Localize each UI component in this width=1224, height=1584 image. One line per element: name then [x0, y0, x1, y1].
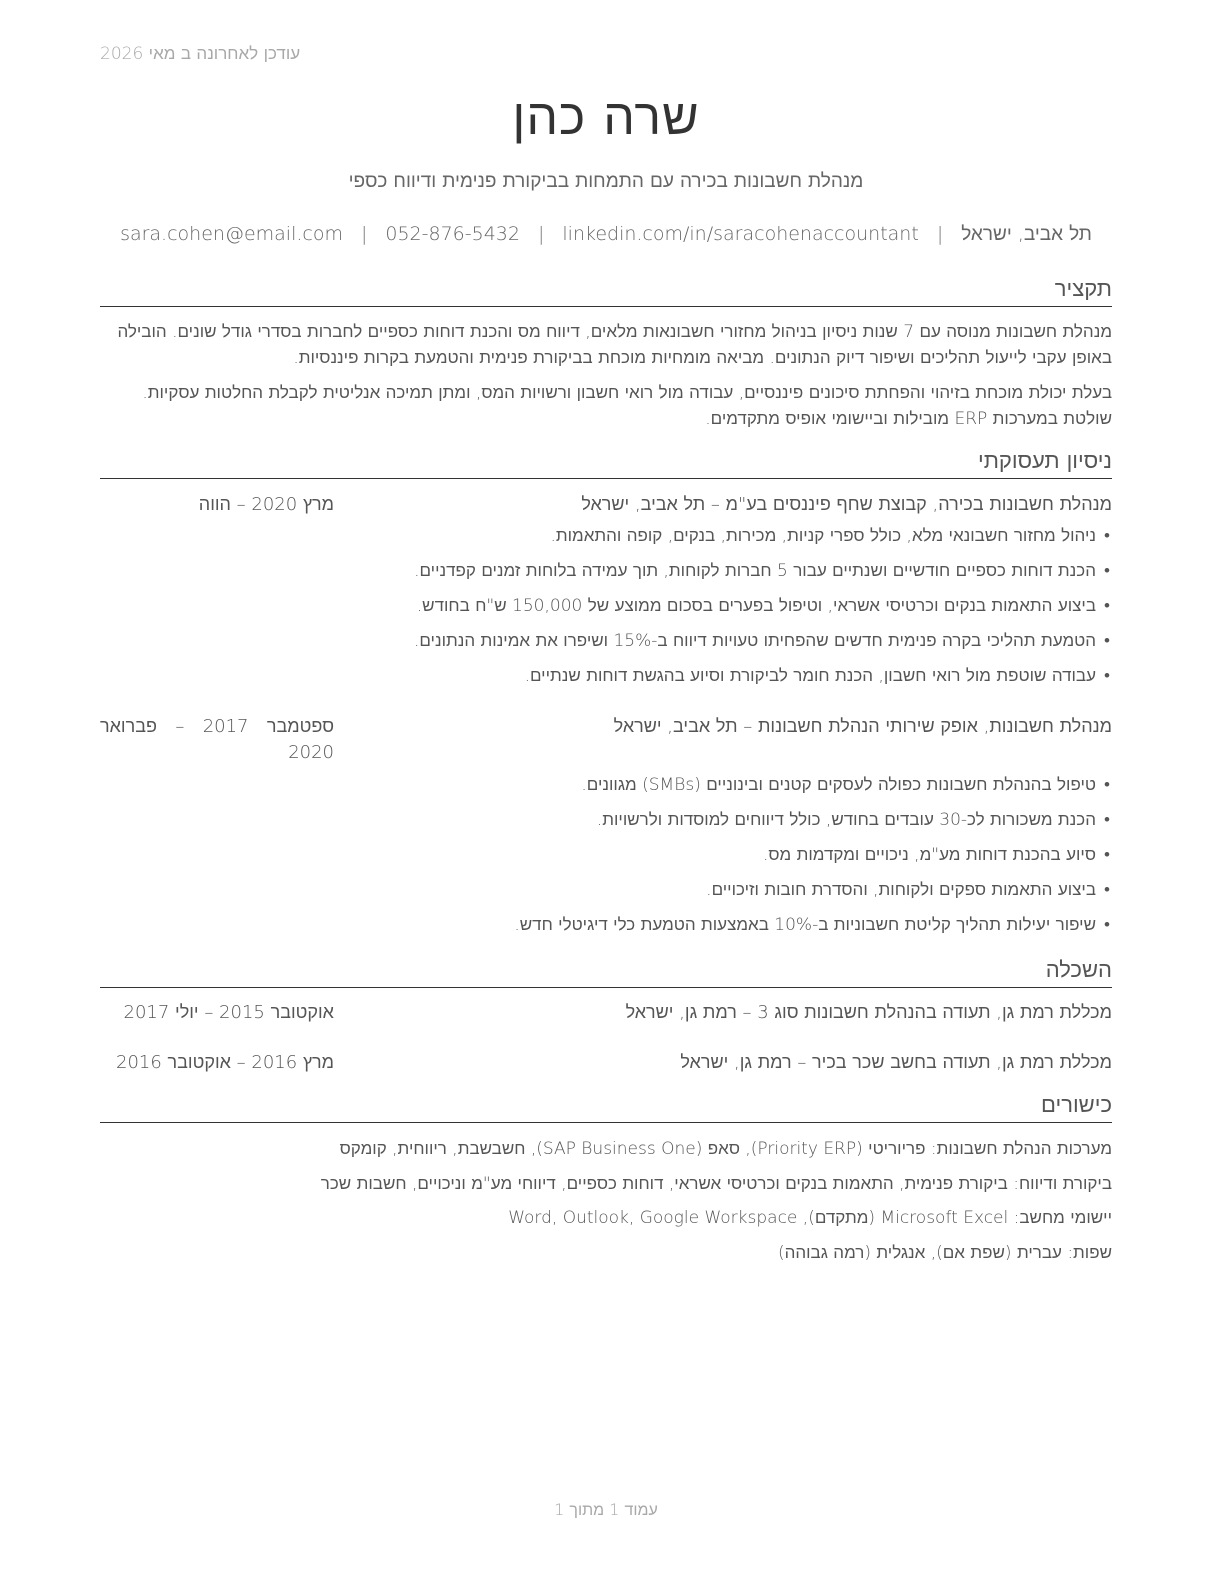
contact-phone[interactable]: 052-876-5432 — [385, 223, 520, 245]
professional-title: מנהלת חשבונות בכירה עם התמחות בביקורת פנימית ודיווח כספי — [348, 170, 864, 192]
resume-page — [100, 0, 1112, 1584]
list-item: מערכות הנהלת חשבונות: פריוריטי (Priority ERP), סאפ (SAP Business One), חשבשבת, ריווחית, קומקס — [339, 1139, 1112, 1159]
bullet-icon: • — [1104, 631, 1110, 651]
list-item: • סיוע בהכנת דוחות מע"מ, ניכויים ומקדמות מס. — [100, 842, 1112, 877]
summary-paragraph-2: בעלת יכולת מוכחת בזיהוי והפחתת סיכונים פיננסיים, עבודה מול רואי חשבון ורשויות המס, ומתן תמיכה אנליטית לקבלת החלטות עסקיות. שולטת במערכות ERP מובילות וביישומי אופיס מתקדמים. — [142, 383, 1112, 429]
bullet-icon: • — [1104, 845, 1110, 865]
contact-email[interactable]: sara.cohen@email.com — [120, 223, 343, 245]
candidate-name: שרה כהן — [512, 88, 700, 146]
contact-separator: | — [360, 223, 368, 245]
skills-list — [100, 1136, 1112, 1274]
bullet-icon: • — [1104, 561, 1110, 581]
list-item: • עבודה שוטפת מול רואי חשבון, הכנת חומר לביקורת וסיוע בהגשת דוחות שנתיים. — [100, 663, 1112, 698]
job-bullets — [100, 523, 1112, 698]
contact-linkedin[interactable]: linkedin.com/in/saracohenaccountant — [562, 223, 919, 245]
contact-location: תל אביב, ישראל — [961, 223, 1092, 245]
experience-heading: ניסיון תעסוקתי — [100, 448, 1112, 479]
list-item: • טיפול בהנהלת חשבונות כפולה לעסקים קטנים ובינוניים (SMBs) מגוונים. — [100, 772, 1112, 807]
last-updated: עודכן לאחרונה ב מאי 2026 — [100, 44, 301, 64]
contact-separator: | — [537, 223, 545, 245]
contact-separator: | — [936, 223, 944, 245]
list-item: • ניהול מחזור חשבונאי מלא, כולל ספרי קניות, מכירות, בנקים, קופה והתאמות. — [100, 523, 1112, 558]
list-item: יישומי מחשב: Microsoft Excel (מתקדם), Word, Outlook, Google Workspace — [508, 1208, 1112, 1228]
list-item: • הטמעת תהליכי בקרה פנימית חדשים שהפחיתו טעויות דיווח ב-15% ושיפרו את אמינות הנתונים. — [100, 628, 1112, 663]
bullet-icon: • — [1104, 526, 1110, 546]
education-dates: אוקטובר 2015 – יולי 2017 — [123, 1002, 334, 1023]
education-title: מכללת רמת גן, תעודה בחשב שכר בכיר – רמת גן, ישראל — [680, 1052, 1112, 1073]
bullet-icon: • — [1104, 666, 1110, 686]
page-number: עמוד 1 מתוך 1 — [554, 1500, 658, 1519]
job-dates: ספטמבר 2017 – פברואר 2020 — [100, 716, 334, 763]
list-item: ביקורת ודיווח: ביקורת פנימית, התאמות בנקים וכרטיסי אשראי, דוחות כספיים, דיווחי מע"מ וניכויים, חשבות שכר — [320, 1173, 1112, 1194]
list-item: • הכנת משכורות לכ-30 עובדים בחודש, כולל דיווחים למוסדות ולרשויות. — [100, 807, 1112, 842]
education-title: מכללת רמת גן, תעודה בהנהלת חשבונות סוג 3 – רמת גן, ישראל — [625, 1002, 1112, 1023]
summary-heading: תקציר — [100, 276, 1112, 307]
summary-paragraph-1: מנהלת חשבונות מנוסה עם 7 שנות ניסיון בניהול מחזורי חשבונאות מלאים, דיווח מס והכנת דוחות כספיים לחברות בסדרי גודל שונים. הובילה באופן עקבי לייעול תהליכים ושיפור דיוק הנתונים. מביאה מומחיות מוכחת בביקורת פנימית והטמעת בקרות פיננסיות. — [117, 322, 1112, 368]
contact-line — [100, 223, 1112, 246]
job-dates: מרץ 2020 – הווה — [198, 494, 334, 515]
education-dates: מרץ 2016 – אוקטובר 2016 — [116, 1052, 334, 1073]
bullet-icon: • — [1104, 775, 1110, 795]
job-bullets — [100, 772, 1112, 947]
bullet-icon: • — [1104, 810, 1110, 830]
education-heading: השכלה — [100, 957, 1112, 988]
list-item: • ביצוע התאמות בנקים וכרטיסי אשראי, וטיפול בפערים בסכום ממוצע של 150,000 ש"ח בחודש. — [100, 593, 1112, 628]
skills-heading: כישורים — [100, 1092, 1112, 1123]
bullet-icon: • — [1104, 915, 1110, 935]
job-title: מנהלת חשבונות, אופק שירותי הנהלת חשבונות – תל אביב, ישראל — [613, 716, 1112, 737]
job-title: מנהלת חשבונות בכירה, קבוצת שחף פיננסים בע"מ – תל אביב, ישראל — [581, 494, 1112, 515]
list-item: • שיפור יעילות תהליך קליטת חשבוניות ב-10% באמצעות הטמעת כלי דיגיטלי חדש. — [100, 912, 1112, 947]
list-item: שפות: עברית (שפת אם), אנגלית (רמה גבוהה) — [777, 1242, 1112, 1263]
bullet-icon: • — [1104, 596, 1110, 616]
bullet-icon: • — [1104, 880, 1110, 900]
list-item: • הכנת דוחות כספיים חודשיים ושנתיים עבור 5 חברות לקוחות, תוך עמידה בלוחות זמנים קפדניים. — [100, 558, 1112, 593]
list-item: • ביצוע התאמות ספקים ולקוחות, והסדרת חובות וזיכויים. — [100, 877, 1112, 912]
